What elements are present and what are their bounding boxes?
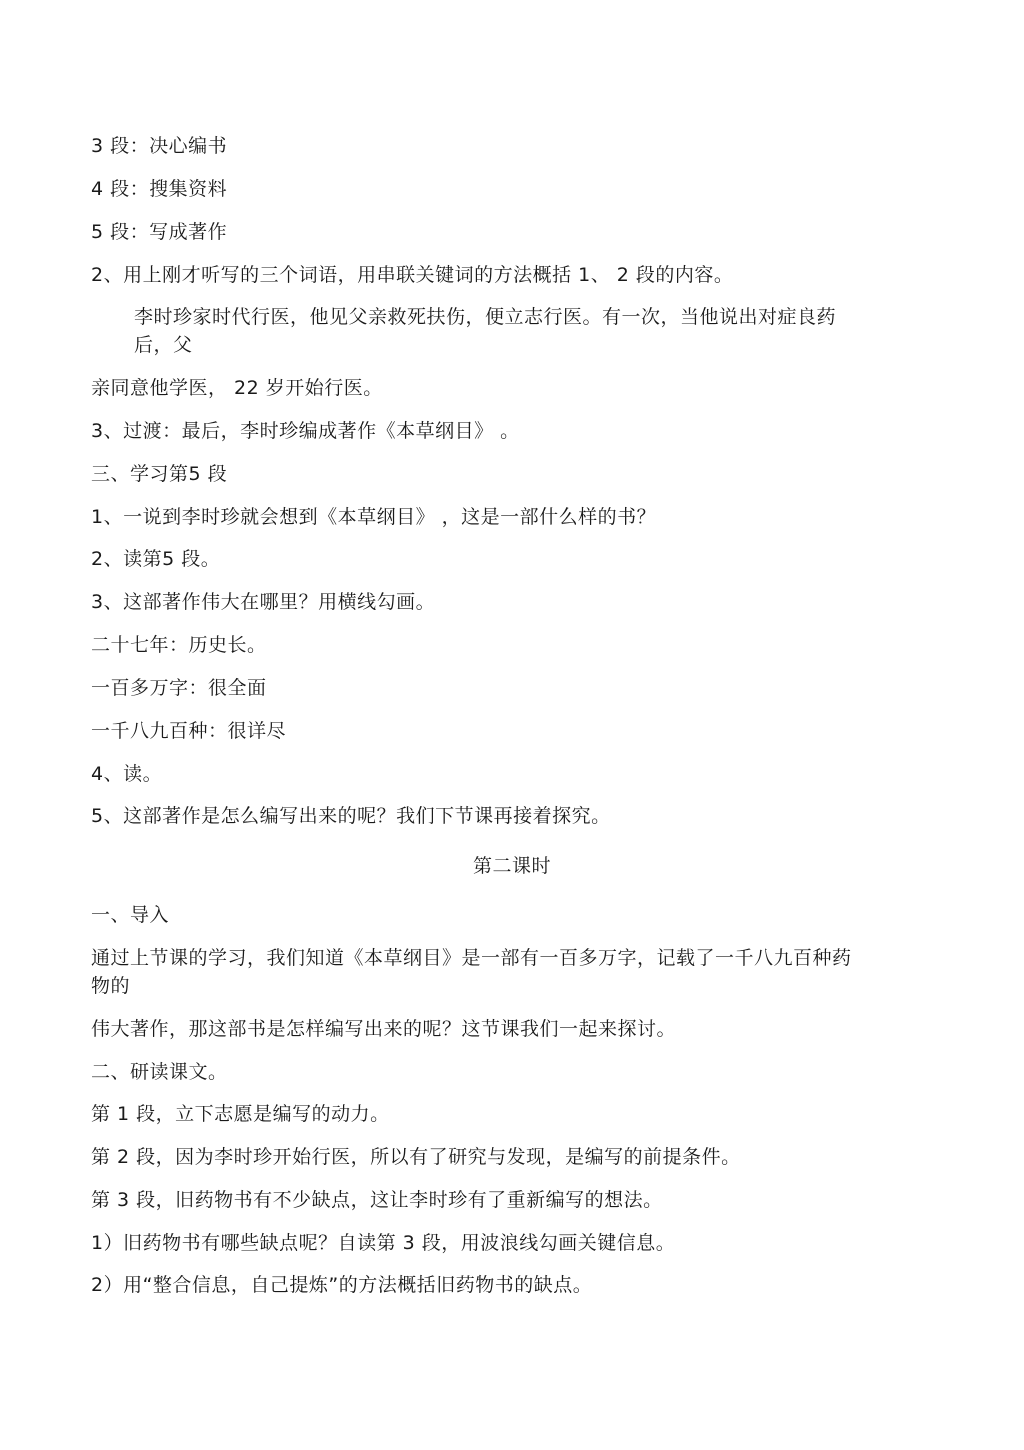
section-heading: 三、学习第5 段 xyxy=(91,463,228,485)
text-line: 二十七年：历史长。 xyxy=(91,634,267,656)
text-line: 5 段：写成著作 xyxy=(91,221,228,243)
text-line: 2）用“整合信息，自己提炼”的方法概括旧药物书的缺点。 xyxy=(91,1274,593,1296)
section-heading: 二、研读课文。 xyxy=(91,1061,228,1083)
text-line: 2、读第5 段。 xyxy=(91,548,221,570)
text-line: 3、这部著作伟大在哪里？用横线勾画。 xyxy=(91,591,436,613)
section-heading: 一、导入 xyxy=(91,904,170,926)
text-line: 4 段：搜集资料 xyxy=(91,178,228,200)
text-line: 第 2 段，因为李时珍开始行医，所以有了研究与发现，是编写的前提条件。 xyxy=(91,1146,741,1168)
text-line: 一百多万字：很全面 xyxy=(91,677,267,699)
text-line: 第 1 段，立下志愿是编写的动力。 xyxy=(91,1103,390,1125)
text-paragraph: 通过上节课的学习，我们知道《本草纲目》是一部有一百多万字，记载了一千八九百种药物的 xyxy=(91,947,852,997)
text-line: 亲同意他学医， 22 岁开始行医。 xyxy=(91,377,383,399)
text-line: 一千八九百种：很详尽 xyxy=(91,720,287,742)
text-line: 3 段：决心编书 xyxy=(91,135,228,157)
lesson-title: 第二课时 xyxy=(472,855,551,877)
text-line: 1）旧药物书有哪些缺点呢？自读第 3 段，用波浪线勾画关键信息。 xyxy=(91,1232,676,1254)
text-line: 2、用上刚才听写的三个词语，用串联关键词的方法概括 1、 2 段的内容。 xyxy=(91,264,734,286)
text-line: 3、过渡：最后，李时珍编成著作《本草纲目》 。 xyxy=(91,420,520,442)
paragraph-text: 李时珍家时代行医，他见父亲救死扶伤，便立志行医。有一次，当他说出对症良药后，父 xyxy=(134,306,837,356)
text-line: 4、读。 xyxy=(91,763,163,785)
text-paragraph xyxy=(134,303,864,359)
text-line: 伟大著作，那这部书是怎样编写出来的呢？这节课我们一起来探讨。 xyxy=(91,1018,677,1040)
text-line: 第 3 段，旧药物书有不少缺点，这让李时珍有了重新编写的想法。 xyxy=(91,1189,663,1211)
text-line: 1、一说到李时珍就会想到《本草纲目》 ，这是一部什么样的书？ xyxy=(91,506,657,528)
text-line: 5、这部著作是怎么编写出来的呢？我们下节课再接着探究。 xyxy=(91,805,611,827)
